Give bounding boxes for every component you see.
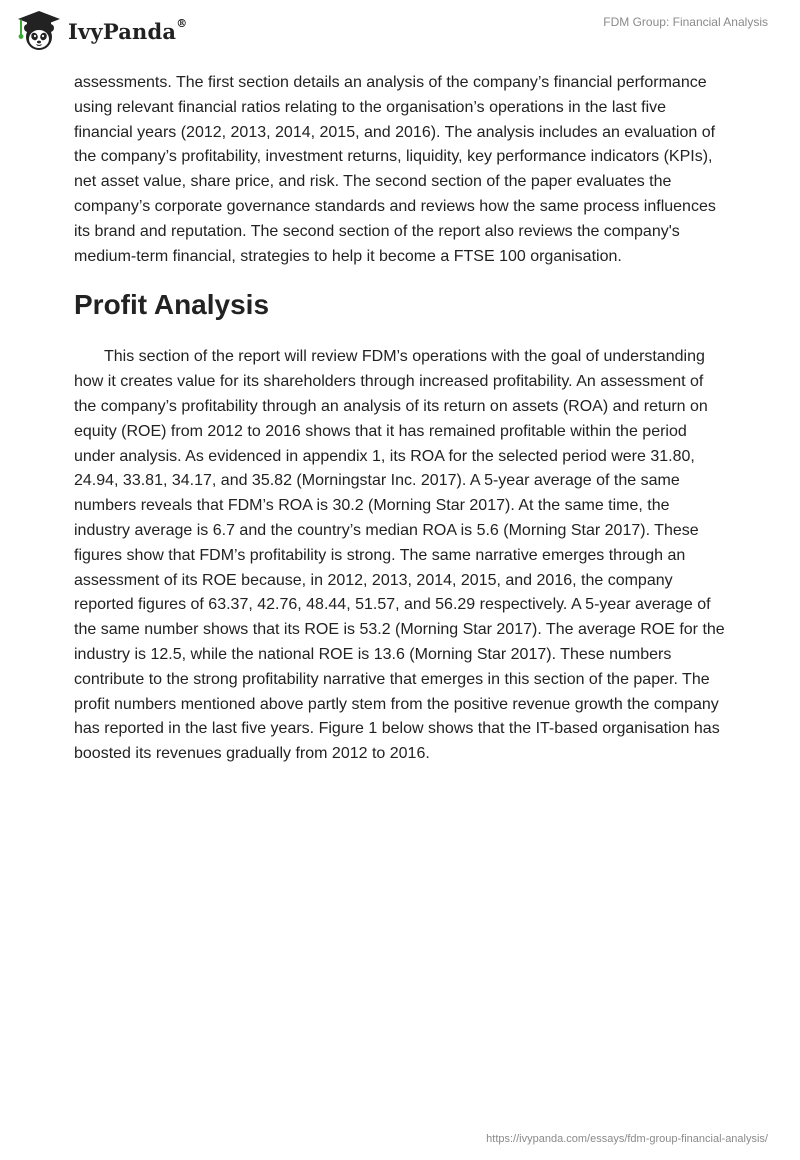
- section-heading: Profit Analysis: [74, 289, 270, 321]
- profit-analysis-paragraph: This section of the report will review FDM’s operations with the goal of understanding how it creates value for its shareholders through increased profitability. An assessment of the company’s profitability through an analysis of its return on assets (ROA) and return on equity (ROE) from 2012 to 2016 shows that it has remained profitable within the period under analysis. As evidenced in appendix 1, its ROA for the selected period were 31.80, 24.94, 33.81, 34.17, and 35.82 (Morningstar Inc. 2017). A 5-year average of the same numbers reveals that FDM’s ROA is 30.2 (Morning Star 2017). At the same time, the industry average is 6.7 and the country’s median ROA is 5.6 (Morning Star 2017). These figures show that FDM’s profitability is strong. The same narrative emerges through an assessment of its ROE because, in 2012, 2013, 2014, 2015, and 2016, the company reported figures of 63.37, 42.76, 48.44, 51.57, and 56.29 respectively. A 5-year average of the same number shows that its ROE is 53.2 (Morning Star 2017). The average ROE for the industry is 12.5, while the national ROE is 13.6 (Morning Star 2017). These numbers contribute to the strong profitability narrative that emerges in this section of the paper. The profit numbers mentioned above partly stem from the positive revenue growth the company has reported in the last five years. Figure 1 below shows that the IT-based organisation has boosted its revenues gradually from 2012 to 2016.: [74, 348, 725, 763]
- logo-wordmark: IvyPanda®: [68, 16, 188, 44]
- page-header: [0, 0, 800, 70]
- intro-paragraph: assessments. The first section details an analysis of the company’s financial performance using relevant financial ratios relating to the organisation’s operations in the last five financial years (2012, 2013, 2014, 2015, and 2016). The analysis includes an evaluation of the company’s profitability, investment returns, liquidity, key performance indicators (KPIs), net asset value, share price, and risk. The second section of the paper evaluates the company’s corporate governance standards and reviews how the same process influences its brand and reputation. The second section of the report also reviews the company's medium-term financial, strategies to help it become a FTSE 100 organisation.: [74, 74, 716, 265]
- panda-graduate-icon: [16, 8, 62, 54]
- ivypanda-logo[interactable]: [16, 8, 187, 54]
- document-title: FDM Group: Financial Analysis: [603, 15, 768, 29]
- source-url[interactable]: https://ivypanda.com/essays/fdm-group-financial-analysis/: [486, 1133, 768, 1145]
- essay-content: [74, 71, 726, 767]
